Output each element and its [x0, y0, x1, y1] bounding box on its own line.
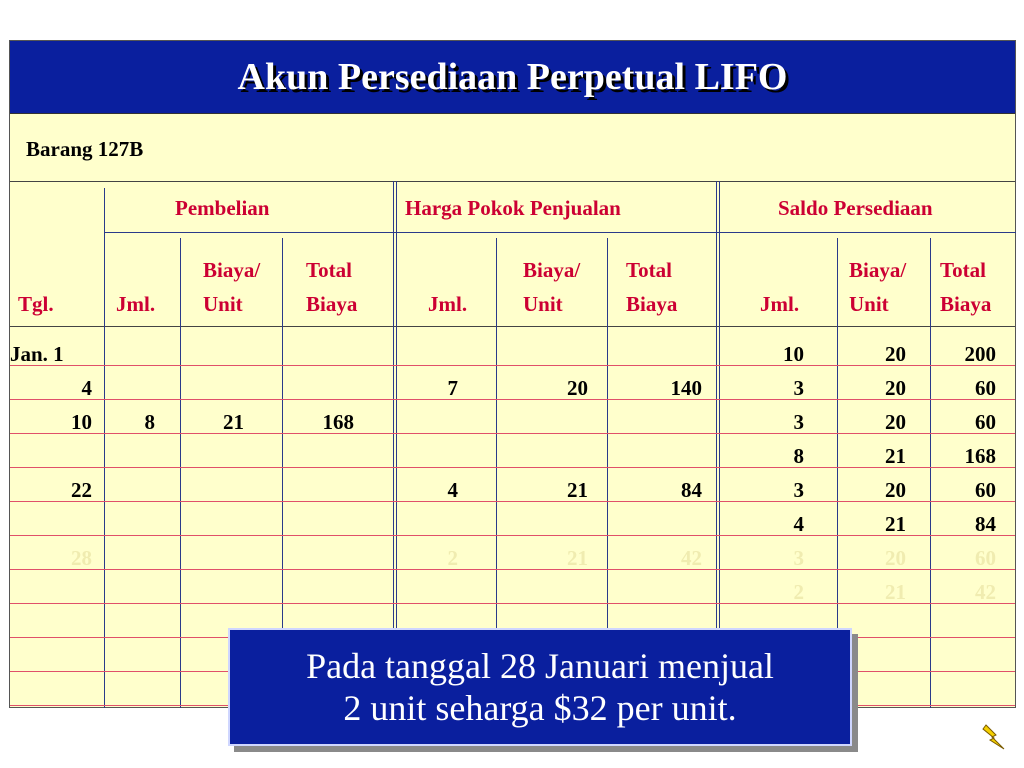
col-header-line: Tgl.	[18, 292, 54, 316]
cell-date: 22	[71, 478, 92, 502]
page-title: Akun Persediaan Perpetual LIFO	[237, 56, 788, 98]
col-header-line: Unit	[523, 292, 563, 316]
cell-b-total: 84	[975, 512, 996, 536]
lightning-bolt-icon[interactable]	[980, 723, 1010, 753]
cell-b-total: 168	[964, 444, 996, 468]
cell-c-unit: 20	[567, 376, 588, 400]
cell-b-qty: 3	[793, 376, 804, 400]
cell-c-qty: 4	[447, 478, 458, 502]
cell-b-unit: 20	[885, 376, 906, 400]
col-header-line: Unit	[849, 292, 889, 316]
cell-date: 28	[71, 546, 92, 570]
col-header-cogs-qty	[428, 253, 467, 321]
group-header-balance: Saldo Persediaan	[778, 196, 933, 220]
cell-b-total: 42	[975, 580, 996, 604]
cell-b-unit: 20	[885, 342, 906, 366]
cell-b-unit: 21	[885, 580, 906, 604]
cell-b-qty: 3	[793, 410, 804, 434]
group-header-purchase: Pembelian	[175, 196, 270, 220]
cell-b-total: 200	[964, 342, 996, 366]
cell-c-total: 84	[681, 478, 702, 502]
col-header-cogs-total	[626, 253, 677, 321]
table-row	[10, 540, 1015, 574]
cell-b-qty: 10	[783, 342, 804, 366]
ledger-panel	[9, 40, 1016, 708]
table-row	[10, 506, 1015, 540]
col-header-date	[18, 253, 54, 321]
col-header-balance-total	[940, 253, 991, 321]
cell-date: 10	[71, 410, 92, 434]
col-header-line: Total	[940, 258, 986, 282]
col-header-line: Jml.	[116, 292, 156, 316]
cell-b-qty: 3	[793, 546, 804, 570]
cell-b-unit: 21	[885, 444, 906, 468]
col-header-line: Jml.	[760, 292, 800, 316]
col-header-line	[428, 253, 467, 287]
cell-b-total: 60	[975, 376, 996, 400]
cell-b-qty: 4	[793, 512, 804, 536]
cell-b-unit: 21	[885, 512, 906, 536]
cell-c-unit: 21	[567, 546, 588, 570]
table-row	[10, 472, 1015, 506]
col-header-line: Total	[306, 258, 352, 282]
cell-b-unit: 20	[885, 478, 906, 502]
cell-c-qty: 2	[447, 546, 458, 570]
col-header-line: Unit	[203, 292, 243, 316]
col-header-cogs-unit	[523, 253, 580, 321]
cell-b-unit: 20	[885, 410, 906, 434]
divider	[104, 232, 1016, 233]
col-header-line: Total	[626, 258, 672, 282]
item-label: Barang 127B	[26, 137, 144, 161]
table-row	[10, 438, 1015, 472]
table-row	[10, 574, 1015, 608]
cell-b-total: 60	[975, 478, 996, 502]
cell-date: 4	[81, 376, 92, 400]
cell-c-qty: 7	[447, 376, 458, 400]
col-header-line	[760, 253, 799, 287]
cell-c-total: 42	[681, 546, 702, 570]
col-header-line	[116, 253, 155, 287]
cell-b-qty: 8	[793, 444, 804, 468]
cell-c-total: 140	[670, 376, 702, 400]
callout-line-2: 2 unit seharga $32 per unit.	[343, 688, 737, 728]
cell-p-unit: 21	[223, 410, 244, 434]
col-header-line: Biaya	[306, 292, 358, 316]
col-header-line: Biaya/	[203, 258, 261, 282]
col-header-line: Biaya/	[849, 258, 907, 282]
table-row	[10, 336, 1015, 370]
cell-p-qty: 8	[144, 410, 155, 434]
cell-b-total: 60	[975, 546, 996, 570]
cell-date: Jan. 1	[10, 342, 64, 366]
table-row	[10, 370, 1015, 404]
col-header-purchase-total	[306, 253, 357, 321]
callout-line-1: Pada tanggal 28 Januari menjual	[306, 646, 774, 686]
cell-b-qty: 3	[793, 478, 804, 502]
group-header-cogs: Harga Pokok Penjualan	[405, 196, 621, 220]
col-header-line	[18, 253, 54, 287]
col-header-purchase-unit	[203, 253, 260, 321]
cell-b-unit: 20	[885, 546, 906, 570]
col-header-purchase-qty	[116, 253, 155, 321]
cell-b-qty: 2	[793, 580, 804, 604]
callout-box	[228, 628, 852, 746]
divider	[10, 181, 1015, 182]
cell-b-total: 60	[975, 410, 996, 434]
col-header-line: Jml.	[428, 292, 468, 316]
col-header-line: Biaya	[626, 292, 678, 316]
title-bar	[10, 41, 1015, 114]
cell-p-total: 168	[322, 410, 354, 434]
col-header-balance-qty	[760, 253, 799, 321]
col-header-line: Biaya/	[523, 258, 581, 282]
divider	[10, 326, 1015, 327]
table-row	[10, 404, 1015, 438]
col-header-line: Biaya	[940, 292, 992, 316]
col-header-balance-unit	[849, 253, 906, 321]
cell-c-unit: 21	[567, 478, 588, 502]
